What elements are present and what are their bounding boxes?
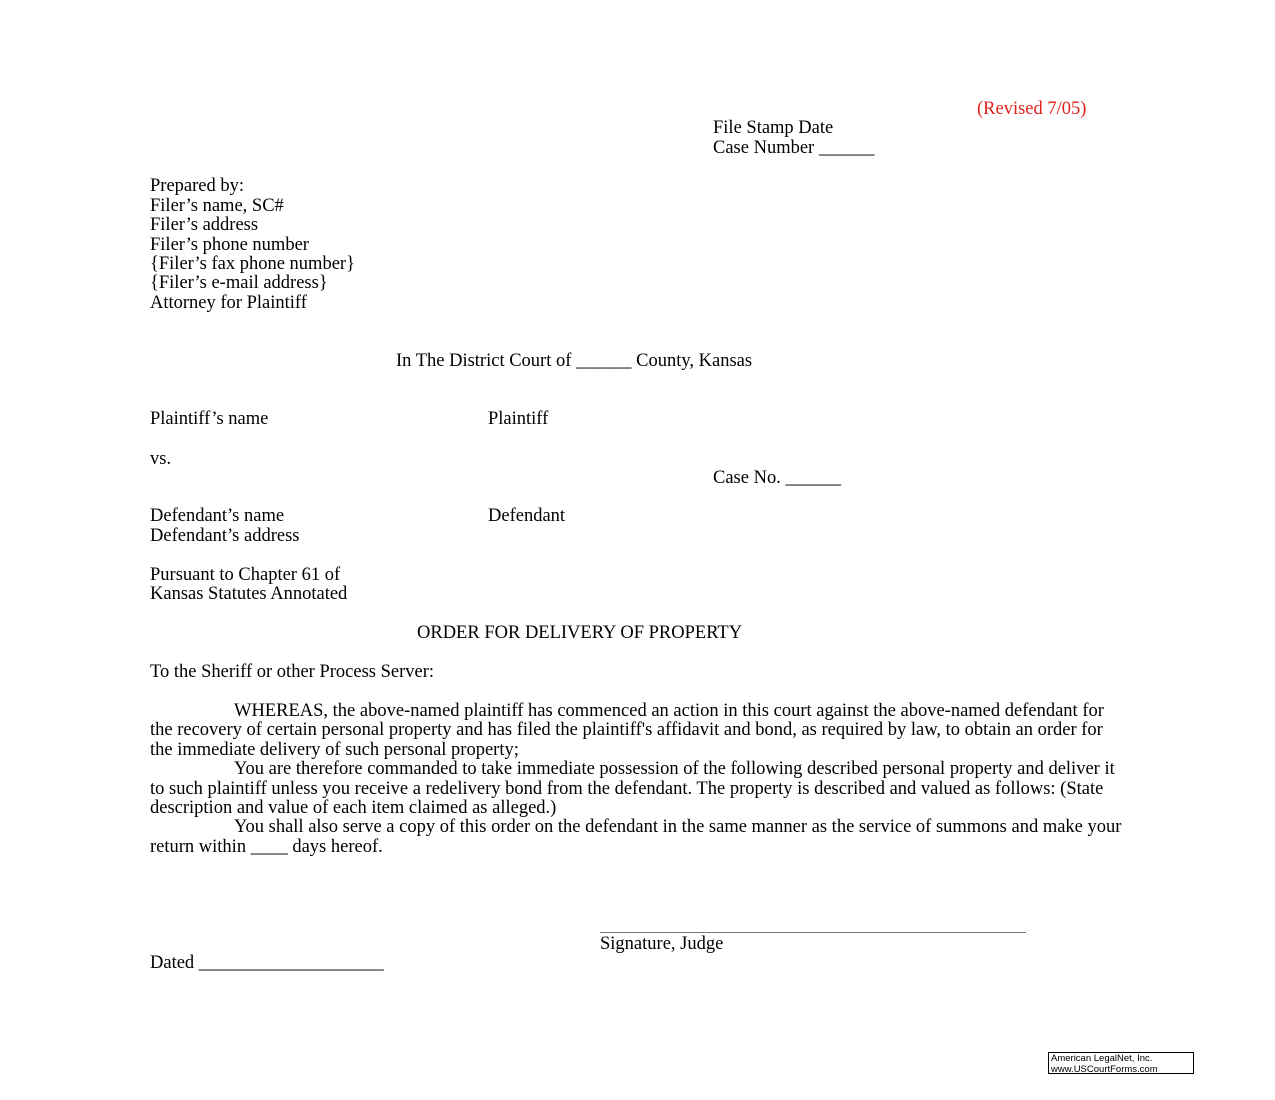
- dated-line: Dated ____________________: [150, 953, 384, 973]
- defendant-name: Defendant’s name: [150, 506, 285, 526]
- defendant-address: Defendant’s address: [150, 526, 300, 546]
- filer-phone: Filer’s phone number: [150, 235, 309, 255]
- filer-name: Filer’s name, SC#: [150, 196, 284, 216]
- prepared-by: Prepared by:: [150, 176, 245, 196]
- plaintiff-label: Plaintiff: [488, 409, 549, 429]
- revision-note: (Revised 7/05): [977, 99, 1087, 119]
- signature-label: Signature, Judge: [600, 934, 724, 954]
- attorney-for: Attorney for Plaintiff: [150, 293, 307, 313]
- filer-address: Filer’s address: [150, 215, 259, 235]
- paragraph-whereas: WHEREAS, the above-named plaintiff has commenced an action in this court against the above-named defendant for the recovery of certain personal property and has filed the plaintiff's affidavit and bond, as required by law, to obtain an order for the immediate delivery of such personal property;: [150, 701, 1104, 760]
- signature-line: [600, 932, 1026, 933]
- defendant-label: Defendant: [488, 506, 566, 526]
- filer-email: {Filer’s e-mail address}: [150, 273, 328, 293]
- filer-fax: {Filer’s fax phone number}: [150, 254, 355, 274]
- court-title: In The District Court of ______ County, Kansas: [396, 351, 753, 371]
- publisher-name: American LegalNet, Inc.: [1051, 1053, 1153, 1064]
- order-body: [150, 702, 1130, 857]
- statute-line-2: Kansas Statutes Annotated: [150, 584, 348, 604]
- salutation: To the Sheriff or other Process Server:: [150, 662, 435, 682]
- plaintiff-name: Plaintiff’s name: [150, 409, 269, 429]
- paragraph-service: You shall also serve a copy of this order on the defendant in the same manner as the service of summons and make your return within ____ days hereof.: [150, 817, 1122, 857]
- case-number: Case No. ______: [713, 468, 841, 488]
- versus: vs.: [150, 449, 172, 469]
- statute-line-1: Pursuant to Chapter 61 of: [150, 565, 341, 585]
- publisher-website: www.USCourtForms.com: [1051, 1063, 1158, 1075]
- file-stamp-date: File Stamp Date: [713, 118, 834, 138]
- order-title: ORDER FOR DELIVERY OF PROPERTY: [417, 623, 743, 643]
- case-number-header: Case Number ______: [713, 138, 875, 158]
- publisher-badge: [1048, 1052, 1194, 1074]
- paragraph-command: You are therefore commanded to take immediate possession of the following described personal property and deliver it to such plaintiff unless you receive a redelivery bond from the defendant. The property is described and valued as follows: (State description and value of each item claimed as alleged.): [150, 759, 1115, 819]
